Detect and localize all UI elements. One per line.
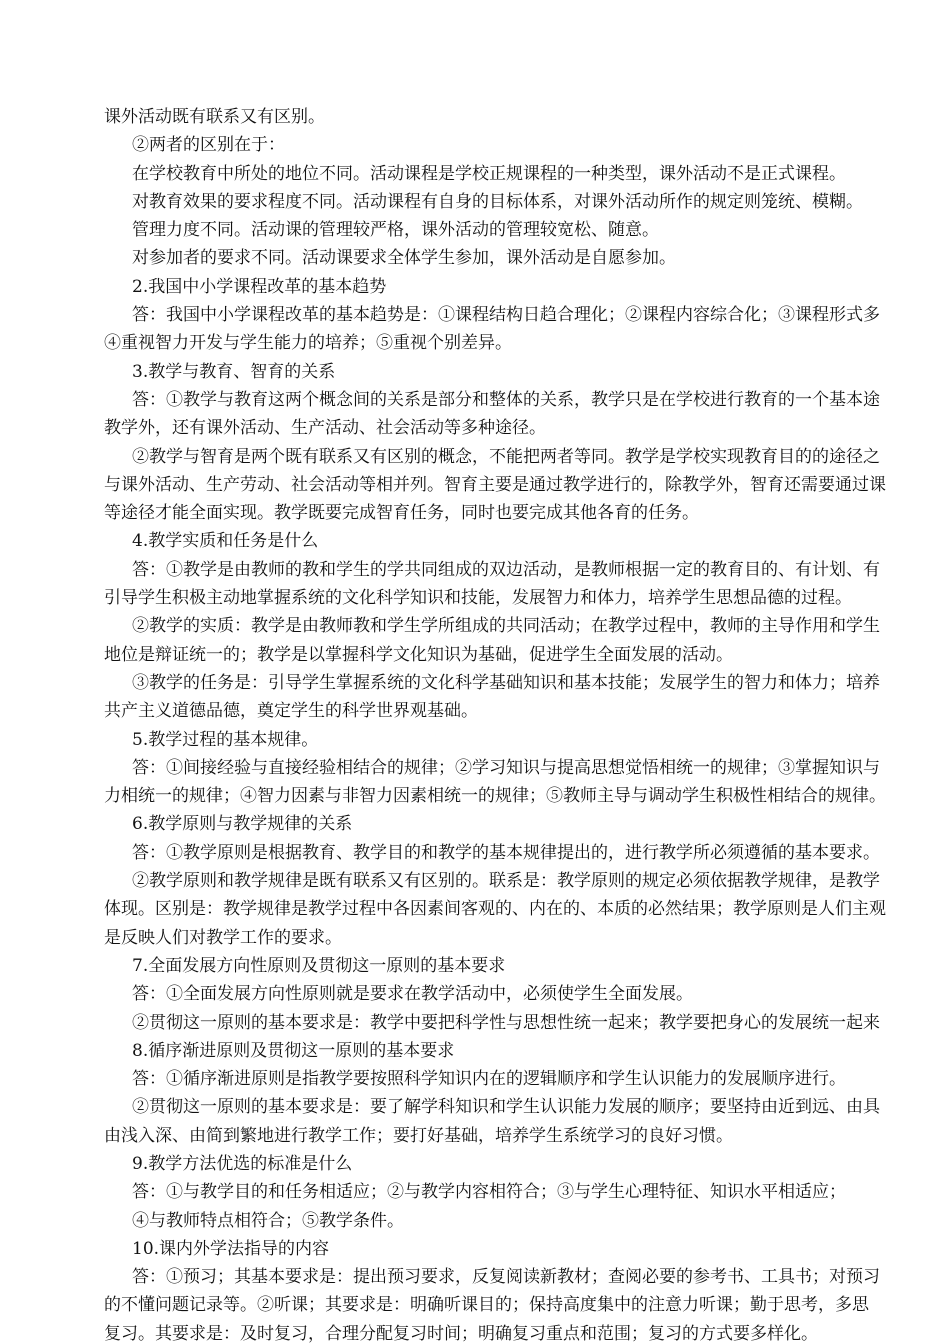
text-line: 课外活动既有联系又有区别。 (104, 107, 325, 127)
text-line: 8.循序渐进原则及贯彻这一原则的基本要求 (132, 1040, 455, 1061)
text-line: 答：①教学与教育这两个概念间的关系是部分和整体的关系，教学只是在学校进行教育的一个基本途 (132, 389, 880, 410)
text-line: 复习。其要求是：及时复习，合理分配复习时间；明确复习重点和范围；复习的方式要多样化。 (104, 1323, 818, 1344)
text-line: 管理力度不同。活动课的管理较严格，课外活动的管理较宽松、随意。 (132, 220, 659, 241)
text-line: 由浅入深、由简到繁地进行教学工作；要打好基础，培养学生系统学习的良好习惯。 (104, 1125, 733, 1146)
text-line: ②贯彻这一原则的基本要求是：要了解学科知识和学生认识能力发展的顺序；要坚持由近到远、由具 (132, 1097, 880, 1118)
text-line: 6.教学原则与教学规律的关系 (132, 814, 353, 835)
text-line: 对教育效果的要求程度不同。活动课程有自身的目标体系，对课外活动所作的规定则笼统、模糊。 (132, 191, 863, 212)
text-line: 3.教学与教育、智育的关系 (132, 361, 336, 382)
text-line: 地位是辩证统一的；教学是以掌握科学文化知识为基础，促进学生全面发展的活动。 (104, 644, 733, 665)
text-line: ②两者的区别在于： (132, 135, 285, 156)
text-line: 对参加者的要求不同。活动课要求全体学生参加，课外活动是自愿参加。 (132, 248, 676, 269)
text-line: 与课外活动、生产劳动、社会活动等相并列。智育主要是通过教学进行的，除教学外，智育还需要通过课 (104, 474, 886, 495)
text-line: ④与教师特点相符合；⑤教学条件。 (132, 1210, 404, 1231)
text-line: 答：①与教学目的和任务相适应；②与教学内容相符合；③与学生心理特征、知识水平相适应； (132, 1182, 846, 1203)
text-line: 答：①间接经验与直接经验相结合的规律；②学习知识与提高思想觉悟相统一的规律；③掌握知识与 (132, 757, 880, 778)
text-line: 2.我国中小学课程改革的基本趋势 (132, 276, 387, 297)
text-line: 共产主义道德品德，奠定学生的科学世界观基础。 (104, 701, 478, 722)
text-line: 引导学生积极主动地掌握系统的文化科学知识和技能，发展智力和体力，培养学生思想品德的过程。 (104, 588, 852, 609)
text-line: ②贯彻这一原则的基本要求是：教学中要把科学性与思想性统一起来；教学要把身心的发展统一起来 (132, 1012, 880, 1033)
text-line: 答：我国中小学课程改革的基本趋势是：①课程结构日趋合理化；②课程内容综合化；③课程形式多 (132, 305, 880, 326)
text-line: 答：①循序渐进原则是指教学要按照科学知识内在的逻辑顺序和学生认识能力的发展顺序进行。 (132, 1069, 846, 1090)
text-line: 是反映人们对教学工作的要求。 (104, 927, 342, 948)
text-line: 10.课内外学法指导的内容 (132, 1238, 330, 1259)
text-line: ②教学的实质：教学是由教师教和学生学所组成的共同活动；在教学过程中，教师的主导作用和学生 (132, 616, 880, 637)
text-line: 的不懂问题记录等。②听课；其要求是：明确听课目的；保持高度集中的注意力听课；勤于思考，多思 (104, 1295, 869, 1316)
document-body (104, 103, 950, 1344)
text-line: 体现。区别是：教学规律是教学过程中各因素间客观的、内在的、本质的必然结果；教学原则是人们主观 (104, 899, 886, 920)
text-line: 教学外，还有课外活动、生产活动、社会活动等多种途径。 (104, 418, 546, 439)
text-line: 7.全面发展方向性原则及贯彻这一原则的基本要求 (132, 955, 506, 976)
text-line: 等途径才能全面实现。教学既要完成智育任务，同时也要完成其他各育的任务。 (104, 503, 699, 524)
text-line: 答：①全面发展方向性原则就是要求在教学活动中，必须使学生全面发展。 (132, 984, 693, 1005)
text-line: 答：①教学原则是根据教育、教学目的和教学的基本规律提出的，进行教学所必须遵循的基本要求。 (132, 842, 880, 863)
text-line: 9.教学方法优选的标准是什么 (132, 1153, 353, 1174)
text-line: 答：①教学是由教师的教和学生的学共同组成的双边活动，是教师根据一定的教育目的、有计划、有 (132, 559, 880, 580)
text-line: ④重视智力开发与学生能力的培养；⑤重视个别差异。 (104, 333, 512, 354)
text-line: ②教学原则和教学规律是既有联系又有区别的。联系是：教学原则的规定必须依据教学规律，是教学 (132, 871, 880, 892)
text-line: 4.教学实质和任务是什么 (132, 531, 319, 552)
text-line: ②教学与智育是两个既有联系又有区别的概念，不能把两者等同。教学是学校实现教育目的的途径之 (132, 446, 880, 467)
text-line: 力相统一的规律；④智力因素与非智力因素相统一的规律；⑤教师主导与调动学生积极性相结合的规律。 (104, 786, 886, 807)
text-line: 5.教学过程的基本规律。 (132, 729, 319, 750)
text-line: 在学校教育中所处的地位不同。活动课程是学校正规课程的一种类型，课外活动不是正式课程。 (132, 163, 846, 184)
text-line: ③教学的任务是：引导学生掌握系统的文化科学基础知识和基本技能；发展学生的智力和体力；培养 (132, 672, 880, 693)
text-line: 答：①预习；其基本要求是：提出预习要求，反复阅读新教材；查阅必要的参考书、工具书；对预习 (132, 1267, 880, 1288)
